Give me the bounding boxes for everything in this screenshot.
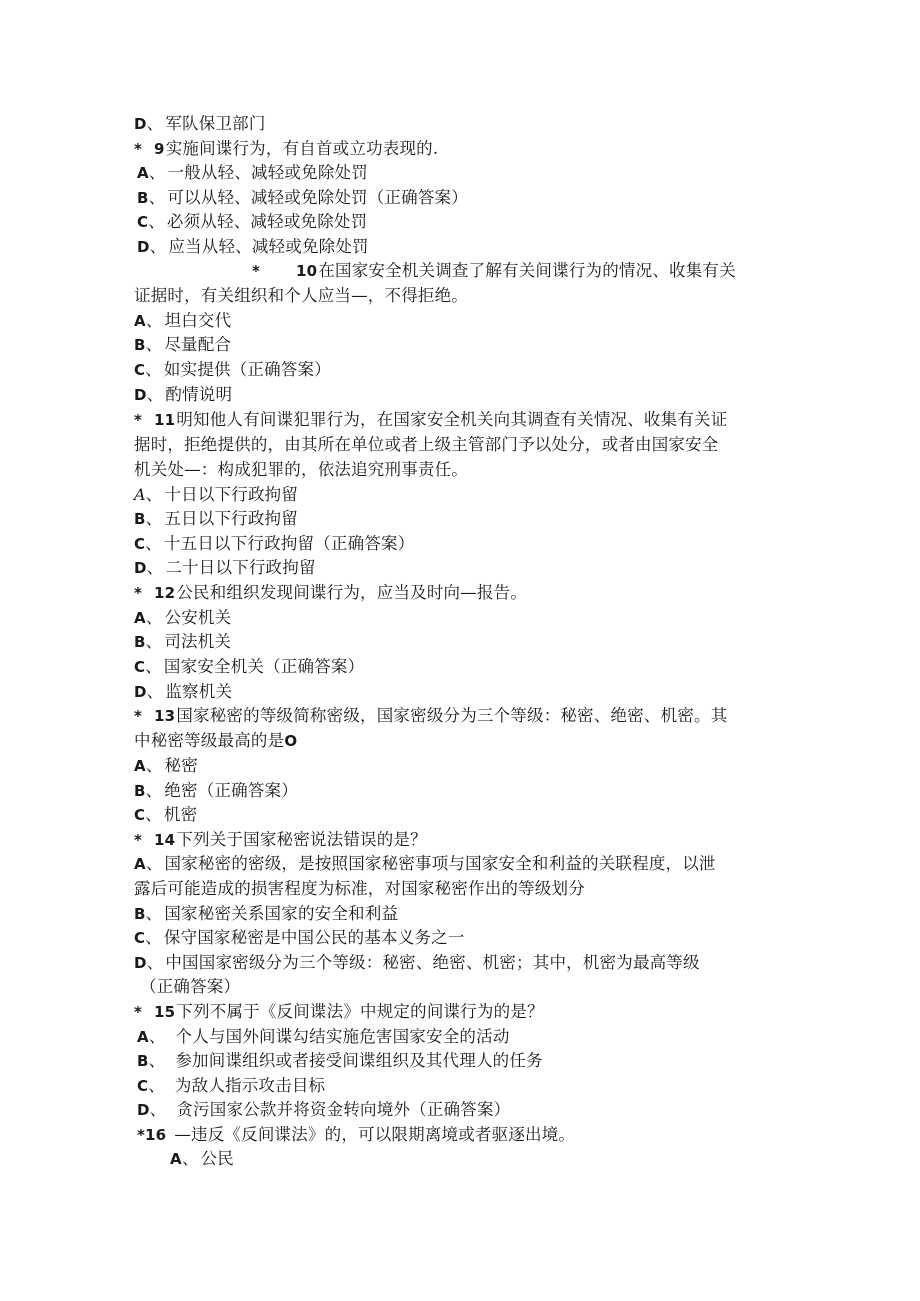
option-d: D、 应当从轻、减轻或免除处罚 [137,237,369,256]
option-d: D、 二十日以下行政拘留 [134,558,316,577]
option-a: A、 公民 [170,1149,234,1168]
option-c: C、 国家安全机关（正确答案） [134,657,365,676]
question-13: * 13国家秘密的等级简称密级，国家密级分为三个等级：秘密、绝密、机密。其 [134,706,728,725]
question-10-cont: 证据时，有关组织和个人应当—，不得拒绝。 [134,286,468,305]
option-b: B、 国家秘密关系国家的安全和利益 [134,904,399,923]
option-a: A、 一般从轻、减轻或免除处罚 [137,163,368,182]
option-a-cont: 露后可能造成的损害程度为标准，对国家秘密作出的等级划分 [134,879,585,898]
question-11-cont: 机关处—：构成犯罪的，依法追究刑事责任。 [134,460,468,479]
option-a: A、 公安机关 [134,608,232,627]
question-11: * 11明知他人有间谍犯罪行为，在国家安全机关向其调查有关情况、收集有关证 [134,410,728,429]
option-c: C、 为敌人指示攻击目标 [137,1076,326,1095]
question-12: * 12公民和组织发现间谍行为，应当及时向—报告。 [134,583,528,602]
question-15: * 15下列不属于《反间谍法》中规定的间谍行为的是？ [134,1002,544,1021]
option-b: B、 尽量配合 [134,335,232,354]
option-c: C、 必须从轻、减轻或免除处罚 [137,212,368,231]
option-c: C、 机密 [134,805,198,824]
option-b: B、 参加间谍组织或者接受间谍组织及其代理人的任务 [137,1051,543,1070]
option-a: A、 十日以下行政拘留 [134,485,299,504]
option-a: A、 坦白交代 [134,311,232,330]
option-a: A、 国家秘密的密级，是按照国家秘密事项与国家安全和利益的关联程度，以泄 [134,854,716,873]
option-a: A、 秘密 [134,756,198,775]
option-b: B、 司法机关 [134,632,232,651]
question-14: * 14下列关于国家秘密说法错误的是？ [134,830,427,849]
option-c: C、 保守国家秘密是中国公民的基本义务之一 [134,928,465,947]
option-b: B、 五日以下行政拘留 [134,509,298,528]
option-d: D、 监察机关 [134,682,233,701]
option-d-cont: （正确答案） [140,977,241,996]
option-c: C、 十五日以下行政拘留（正确答案） [134,534,415,553]
option-b: B、 绝密（正确答案） [134,781,298,800]
option-d: D、 贪污国家公款并将资金转向境外（正确答案） [137,1100,511,1119]
option-d: D、 酌情说明 [134,385,233,404]
question-9: * 9实施间谍行为，有自首或立功表现的. [134,139,439,158]
question-13-cont: 中秘密等级最高的是O [134,731,298,750]
option-b: B、 可以从轻、减轻或免除处罚（正确答案） [137,188,468,207]
option-d: D、 中国国家密级分为三个等级：秘密、绝密、机密；其中，机密为最高等级 [134,953,700,972]
option-d: D、 军队保卫部门 [134,114,266,133]
option-c: C、 如实提供（正确答案） [134,360,331,379]
question-11-cont: 据时，拒绝提供的，由其所在单位或者上级主管部门予以处分，或者由国家安全 [134,435,719,454]
question-10: * 10在国家安全机关调查了解有关间谍行为的情况、收集有关 [252,261,736,280]
question-16: *16 —违反《反间谍法》的，可以限期离境或者驱逐出境。 [137,1125,576,1144]
option-a: A、 个人与国外间谍勾结实施危害国家安全的活动 [137,1027,510,1046]
